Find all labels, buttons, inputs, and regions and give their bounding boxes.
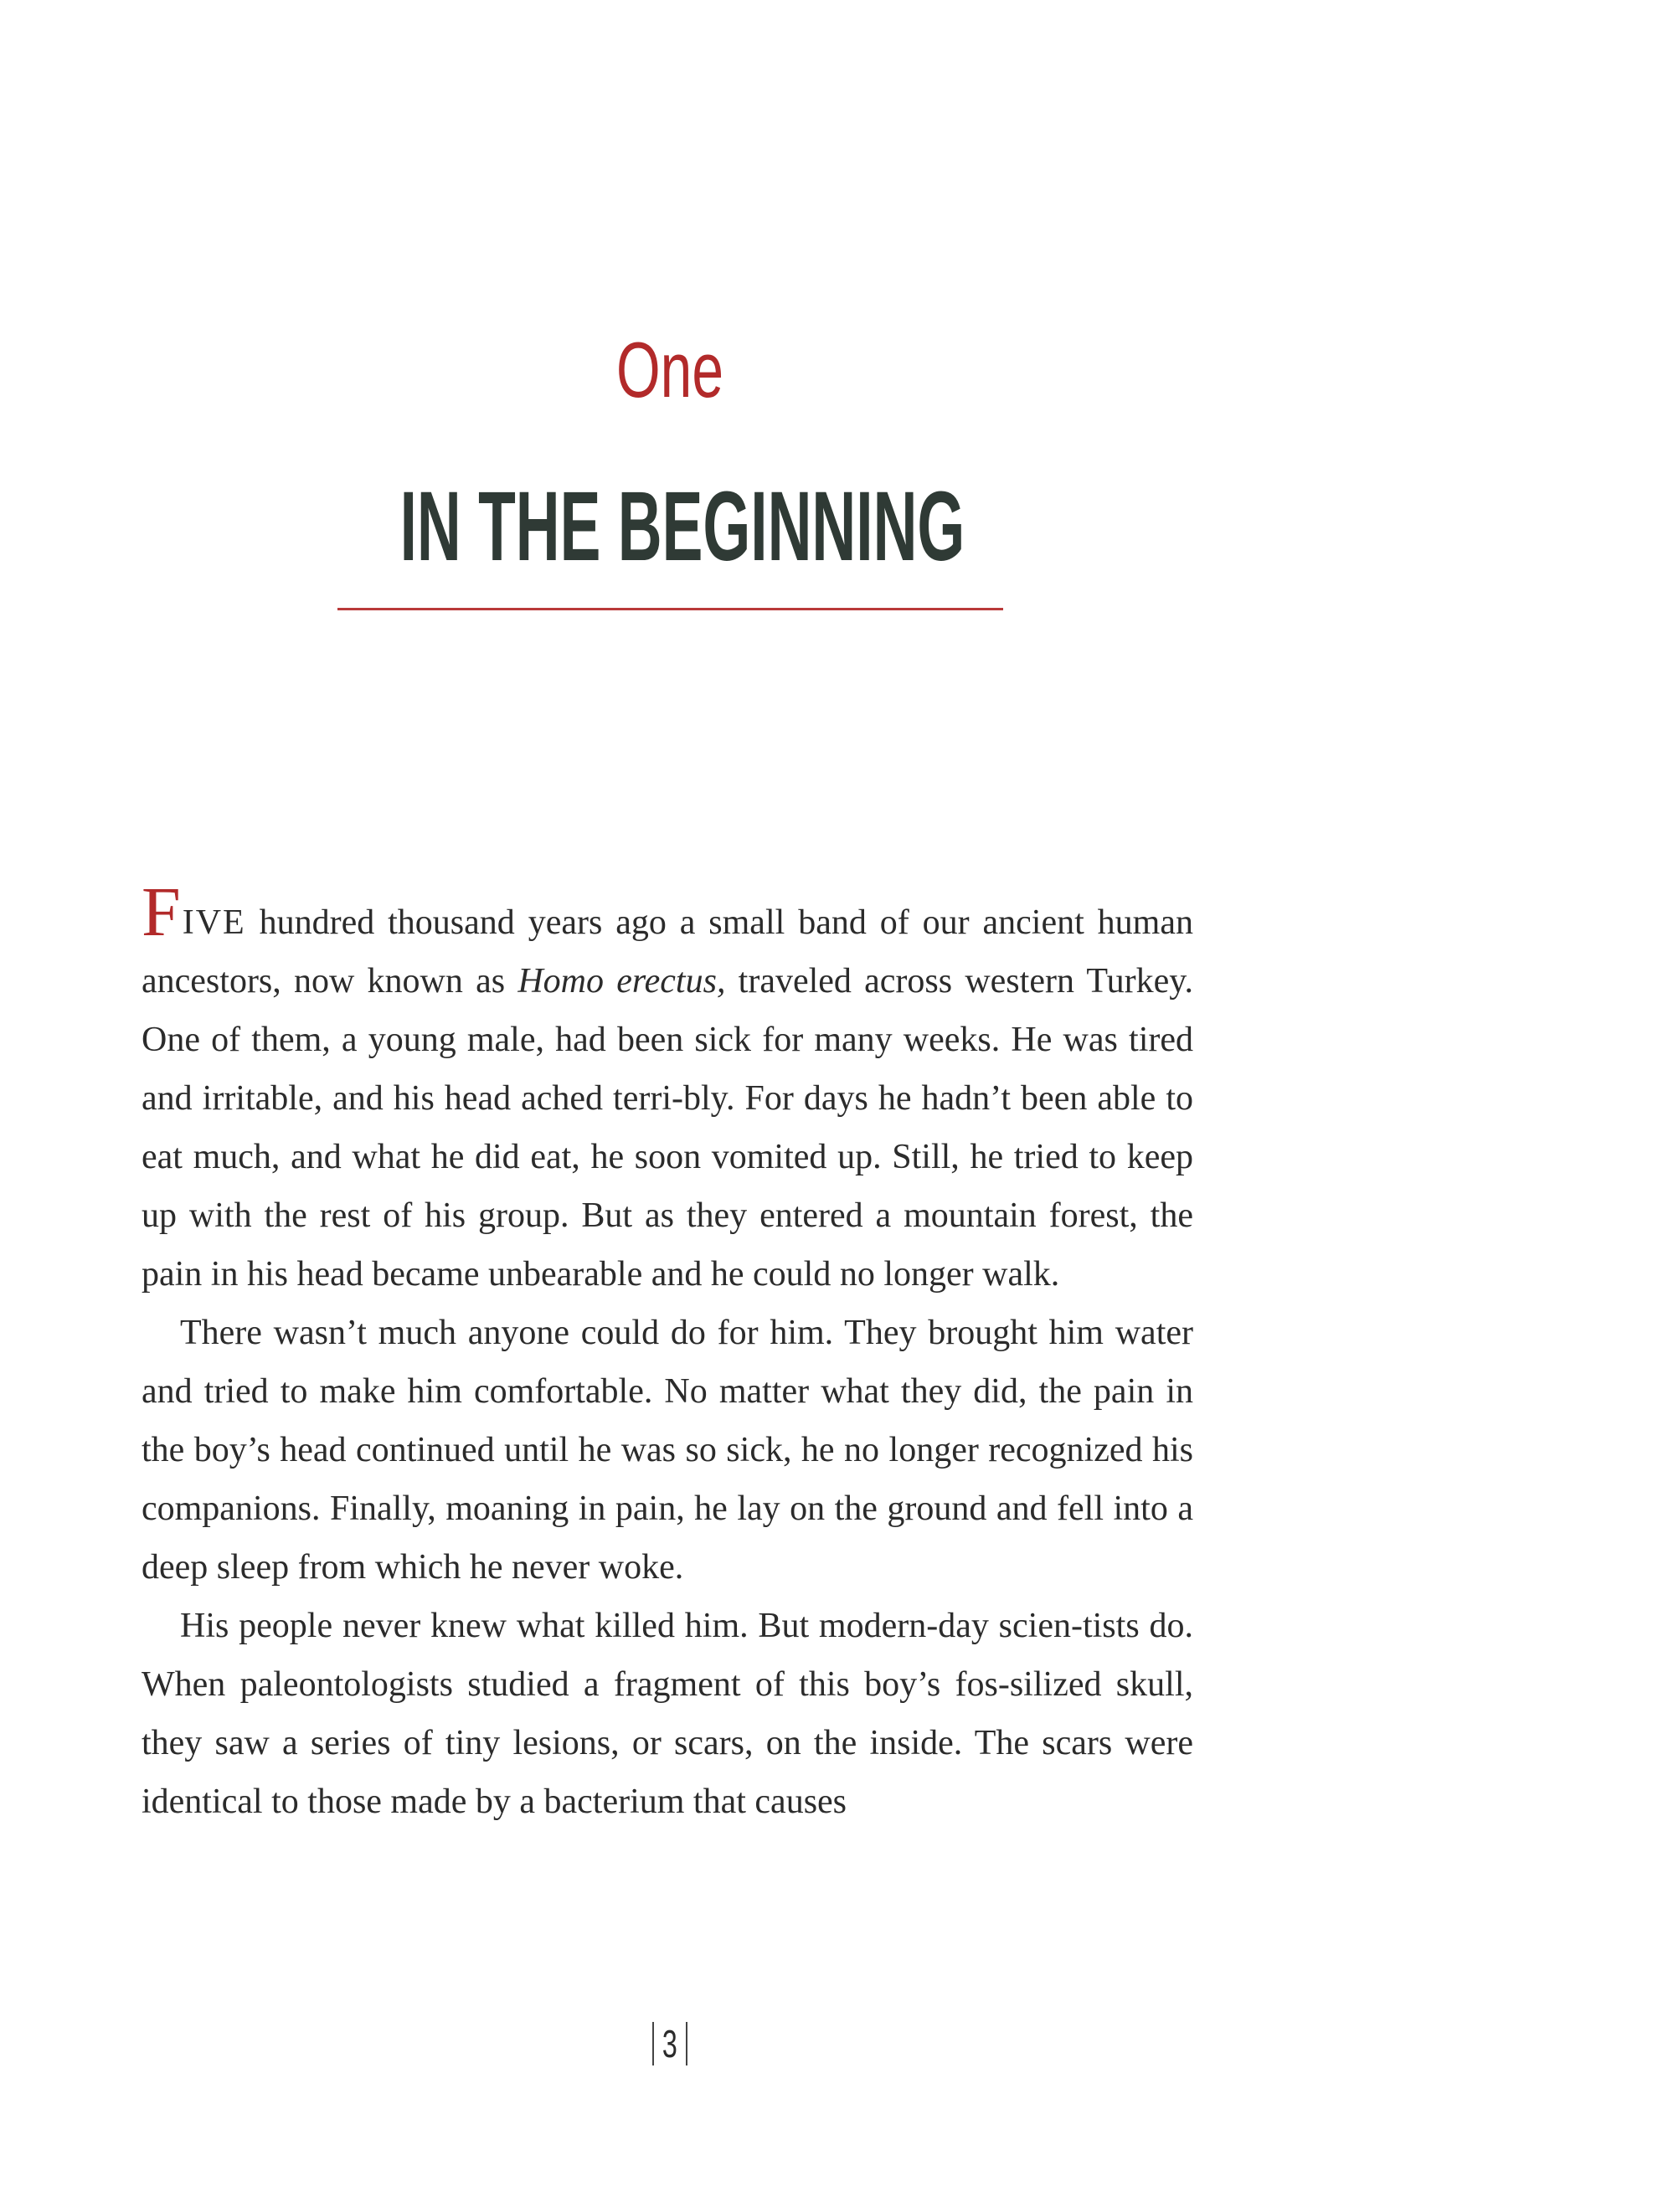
chapter-number: One (616, 326, 723, 414)
folio-right-bar (686, 2022, 687, 2065)
folio-left-bar (652, 2022, 654, 2065)
drop-cap: F (142, 873, 181, 951)
title-underline-rule (337, 608, 1003, 610)
page-folio (636, 2022, 703, 2065)
paragraph-2: There wasn’t much anyone could do for him. They brought him water and tried to make him comfortable. No matter what they did, the pain in the boy’s head continued until he was so sick, he no longer recognized his companions. Finally, moaning in pain, he lay on the ground and fell into a deep sleep from which he never woke. (142, 1314, 1193, 1587)
chapter-title: IN THE BEGINNING (399, 471, 965, 582)
paragraph-1 (142, 873, 1193, 1304)
page-number: 3 (662, 2022, 677, 2065)
first-word-small-caps: IVE (182, 903, 246, 942)
paragraph-1-text-b: traveled across western Turkey. One of them, a young male, had been sick for many weeks. He was tired and irritable, and his head ached terri-bly. For days he hadn’t been able to eat much, and what he did eat, he soon vomited up. Still, he tried to keep up with the rest of his group. But as they entered a mountain forest, the pain in his head became unbearable and he could no longer walk. (142, 962, 1193, 1294)
species-name-italic: Homo erectus, (517, 962, 726, 1001)
paragraph-3: His people never knew what killed him. But modern-day scien-tists do. When paleontologists studied a fragment of this boy’s fos-silized skull, they saw a series of tiny lesions, or scars, on the inside. The scars were identical to those made by a bacterium that causes (142, 1607, 1193, 1821)
paragraph-1-text-a: hundred thousand years ago a small band of our ancient human ancestors, now known as (142, 903, 1193, 1001)
chapter-body (142, 873, 1193, 1831)
